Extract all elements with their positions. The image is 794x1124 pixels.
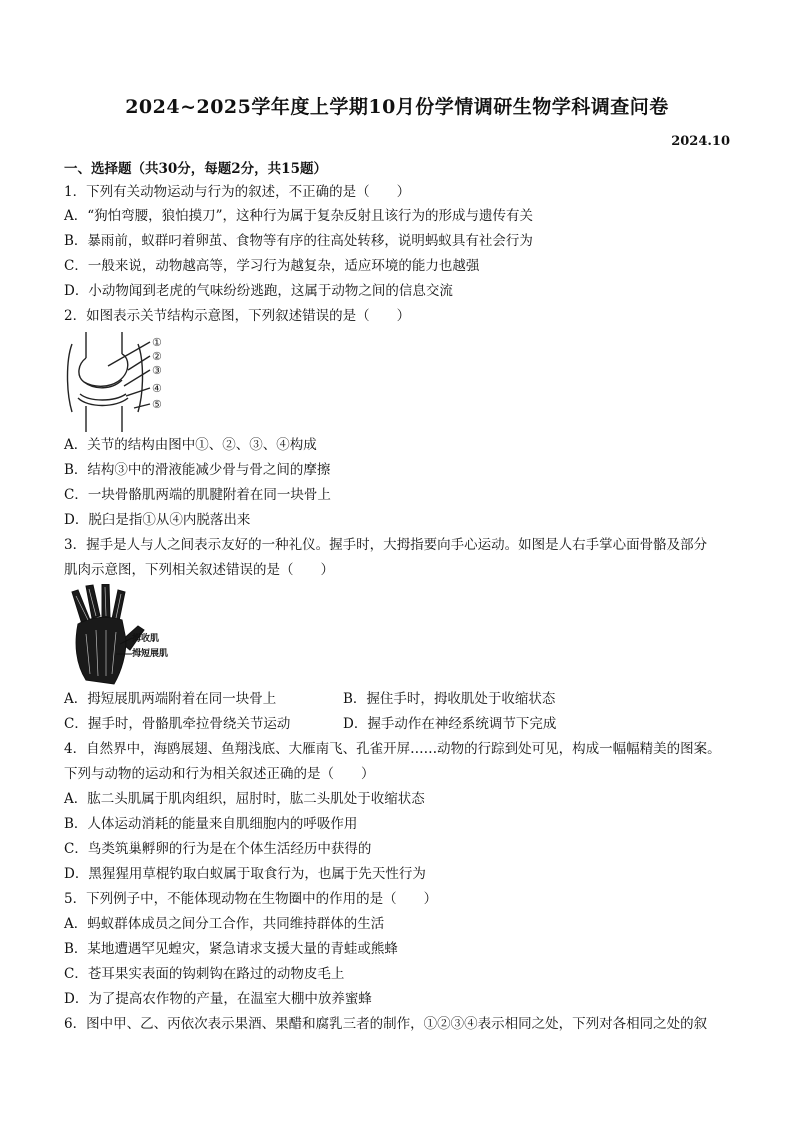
q4-option-c: C．鸟类筑巢孵卵的行为是在个体生活经历中获得的	[64, 841, 372, 857]
q3-stem-line1: 3．握手是人与人之间表示友好的一种礼仪。握手时，大拇指要向手心运动。如图是人右手掌心面骨骼及部分	[64, 537, 708, 553]
q2-stem: 2．如图表示关节结构示意图，下列叙述错误的是（ ）	[64, 308, 411, 324]
q2-option-b: B．结构③中的滑液能减少骨与骨之间的摩擦	[64, 462, 331, 478]
q2-option-a: A．关节的结构由图中①、②、③、④构成	[64, 437, 317, 453]
q6-stem: 6．图中甲、乙、丙依次表示果酒、果醋和腐乳三者的制作，①②③④表示相同之处，下列对各相同之处的叙	[64, 1016, 708, 1032]
label-abductor-pollicis-brevis: 拇短展肌	[132, 649, 169, 659]
q3-option-a: A．拇短展肌两端附着在同一块骨上	[64, 691, 277, 707]
label-1: ①	[152, 336, 162, 349]
q1-stem: 1．下列有关动物运动与行为的叙述，不正确的是（ ）	[64, 184, 411, 200]
q4-option-d: D．黑猩猩用草棍钓取白蚁属于取食行为，也属于先天性行为	[64, 866, 426, 882]
q2-option-c: C．一块骨骼肌两端的肌腱附着在同一块骨上	[64, 487, 331, 503]
page-title: 2024~2025学年度上学期10月份学情调研生物学科调查问卷	[125, 96, 669, 118]
label-4: ④	[152, 382, 162, 395]
q5-option-c: C．苍耳果实表面的钩刺钩在路过的动物皮毛上	[64, 966, 345, 982]
q1-option-b: B．暴雨前，蚁群叼着卵茧、食物等有序的往高处转移，说明蚂蚁具有社会行为	[64, 233, 533, 249]
q3-stem-line2: 肌肉示意图，下列相关叙述错误的是（ ）	[64, 562, 334, 578]
q4-option-a: A．肱二头肌属于肌肉组织，屈肘时，肱二头肌处于收缩状态	[64, 791, 425, 807]
q4-stem-line2: 下列与动物的运动和行为相关叙述正确的是（ ）	[64, 766, 375, 782]
q1-option-c: C．一般来说，动物越高等，学习行为越复杂，适应环境的能力也越强	[64, 258, 480, 274]
label-3: ③	[152, 364, 162, 377]
q3-option-c: C．握手时，骨骼肌牵拉骨绕关节运动	[64, 716, 291, 732]
exam-date: 2024.10	[671, 134, 730, 149]
joint-diagram	[64, 330, 184, 434]
label-2: ②	[152, 350, 162, 363]
q2-option-d: D．脱臼是指①从④内脱落出来	[64, 512, 251, 528]
q1-option-d: D．小动物闻到老虎的气味纷纷逃跑，这属于动物之间的信息交流	[64, 283, 453, 299]
q3-option-b: B．握住手时，拇收肌处于收缩状态	[343, 691, 556, 707]
q5-option-a: A．蚂蚁群体成员之间分工合作，共同维持群体的生活	[64, 916, 385, 932]
q4-option-b: B．人体运动消耗的能量来自肌细胞内的呼吸作用	[64, 816, 358, 832]
q1-option-a: A．“狗怕弯腰，狼怕摸刀”，这种行为属于复杂反射且该行为的形成与遗传有关	[64, 208, 534, 224]
q5-option-d: D．为了提高农作物的产量，在温室大棚中放养蜜蜂	[64, 991, 372, 1007]
label-adductor-pollicis: 拇收肌	[132, 634, 160, 644]
q5-option-b: B．某地遭遇罕见蝗灾，紧急请求支援大量的青蛙或熊蜂	[64, 941, 398, 957]
hand-diagram	[64, 584, 184, 686]
q3-option-d: D．握手动作在神经系统调节下完成	[343, 716, 557, 732]
label-5: ⑤	[152, 398, 162, 411]
section-heading: 一、选择题（共30分，每题2分，共15题）	[64, 161, 327, 177]
q4-stem-line1: 4．自然界中，海鸥展翅、鱼翔浅底、大雁南飞、孔雀开屏……动物的行踪到处可见，构成一幅幅精美的图案。	[64, 741, 721, 757]
q5-stem: 5．下列例子中，不能体现动物在生物圈中的作用的是（ ）	[64, 891, 438, 907]
